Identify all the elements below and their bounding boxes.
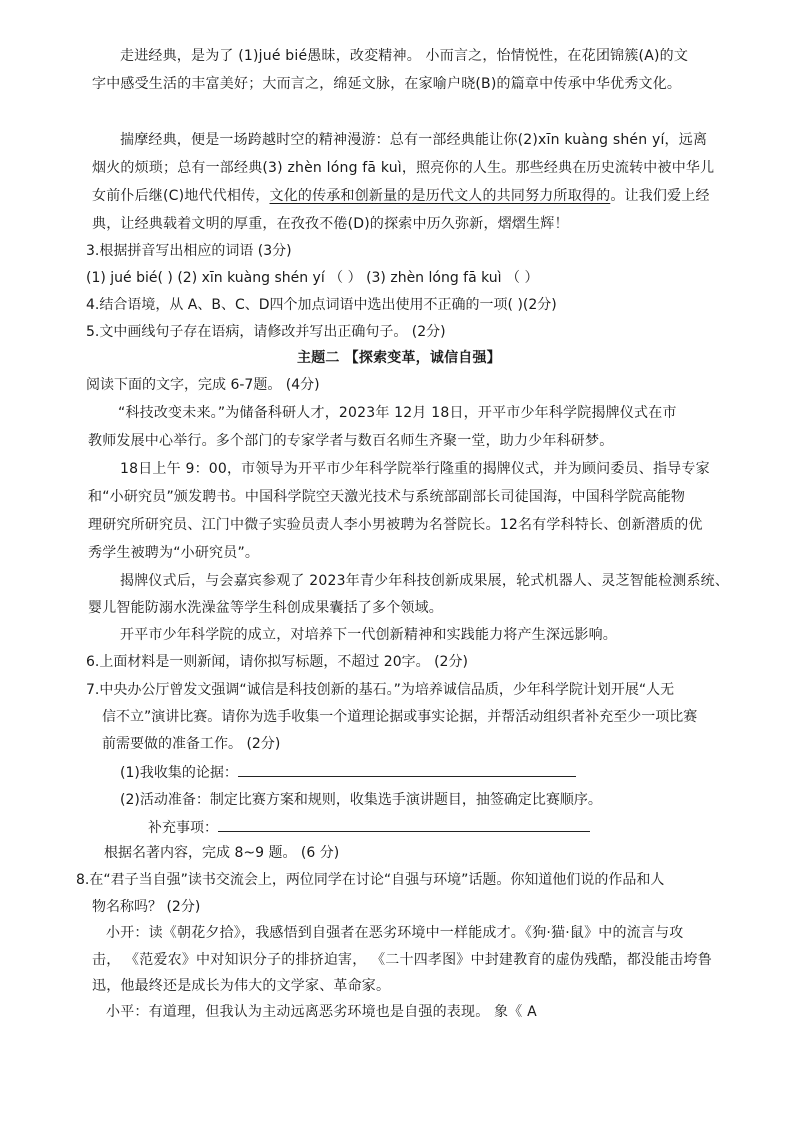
reading-instruction: 阅读下面的文字，完成 6-7题。 (4分) xyxy=(86,377,320,393)
question-7: 信不立”演讲比赛。请你为选手收集一个道理论据或事实论据，并帮活动组织者补充至少一项比赛 xyxy=(102,709,698,725)
news-line: 和“小研究员”颁发聘书。中国科学院空天激光技术与系统部副部长司徒国海，中国科学院高能物 xyxy=(88,489,686,505)
news-line: 教师发展中心举行。多个部门的专家学者与数百名师生齐聚一堂，助力少年科研梦。 xyxy=(88,433,614,449)
news-line: “科技改变未来。”为储备科研人才，2023年 12月 18日，开平市少年科学院揭牌仪式在市 xyxy=(118,405,677,421)
passage-line: 典，让经典载着文明的厚重，在孜孜不倦(D)的探索中历久弥新，熠熠生辉！ xyxy=(92,216,569,232)
passage-line: 字中感受生活的丰富美好；大而言之，绵延文脉，在家喻户晓(B)的篇章中传承中华优秀文化。 xyxy=(92,76,682,92)
question-3: 3.根据拼音写出相应的词语 (3分) xyxy=(86,243,292,259)
passage-text: 女前仆后继(C)地代代相传， xyxy=(92,188,270,204)
dialogue-line: 小开：读《朝花夕拾》，我感悟到自强者在恶劣环境中一样能成才。《狗·猫·鼠》中的流言与攻 xyxy=(106,925,684,941)
underlined-sentence: 文化的传承和创新量的是历代文人的共同努力所取得的 xyxy=(269,188,611,204)
news-line: 18日上午 9：00，市领导为开平市少年科学院举行隆重的揭牌仪式，并为顾问委员、指导专家 xyxy=(120,461,710,477)
answer-blank[interactable] xyxy=(238,762,576,777)
question-7-preparation: (2)活动准备：制定比赛方案和规则，收集选手演讲题目，抽签确定比赛顺序。 xyxy=(120,792,602,808)
question-7-supplement xyxy=(148,817,590,838)
dialogue-line: 小平：有道理，但我认为主动远离恶劣环境也是自强的表现。 象《 A xyxy=(106,1004,537,1020)
section-title: 主题二 【探索变革，诚信自强】 xyxy=(297,350,501,366)
question-3-answers: (1) jué bié( ) (2) xīn kuàng shén yí （ ） (3) zhèn lóng fā kuì （ ） xyxy=(86,270,539,286)
question-7: 7.中央办公厅曾发文强调“诚信是科技创新的基石。”为培养诚信品质，少年科学院计划开展“人无 xyxy=(86,682,675,698)
question-7: 前需要做的准备工作。 (2分) xyxy=(102,736,281,752)
question-8: 物名称吗？ (2分) xyxy=(92,899,201,915)
passage-line: 烟火的烦琐；总有一部经典(3) zhèn lóng fā kuì，照亮你的人生。那些经典在历史流转中被中华儿 xyxy=(92,160,715,176)
question-8: 8.在“君子当自强”读书交流会上，两位同学在讨论“自强与环境”话题。你知道他们说的作品和人 xyxy=(76,872,665,888)
question-5: 5.文中画线句子存在语病，请修改并写出正确句子。 (2分) xyxy=(86,324,446,340)
question-7-evidence xyxy=(120,762,576,783)
dialogue-line: 迅，他最终还是成长为伟大的文学家、革命家。 xyxy=(92,978,391,994)
passage-text: 。让我们爱上经 xyxy=(610,188,710,204)
passage-line: 揣摩经典，便是一场跨越时空的精神漫游：总有一部经典能让你(2)xīn kuàng shén yí，远离 xyxy=(120,132,708,148)
news-line: 秀学生被聘为“小研究员”。 xyxy=(88,545,260,561)
passage-line: 走进经典，是为了 (1)jué bié愚昧，改変精神。 小而言之，怡情悦性，在花团锦簇(A)的文 xyxy=(120,48,689,64)
question-6: 6.上面材料是一则新闻，请你拟写标题，不超过 20字。 (2分) xyxy=(86,654,468,670)
supplement-label: 补充事项： xyxy=(148,820,218,836)
passage-line-with-underline xyxy=(92,186,710,206)
answer-blank[interactable] xyxy=(218,817,590,832)
question-4: 4.结合语境，从 A、B、C、D四个加点词语中选出使用不正确的一项( )(2分) xyxy=(86,297,557,313)
news-line: 揭牌仪式后，与会嘉宾参观了 2023年青少年科技创新成果展，轮式机器人、灵芝智能检测系统、 xyxy=(120,573,730,589)
classics-instruction: 根据名著内容，完成 8~9 题。 (6 分) xyxy=(104,845,340,861)
dialogue-line: 击， 《范爱农》中对知识分子的排挤迫害， 《二十四孝图》中封建教育的虚伪残酷，都没能击垮鲁 xyxy=(92,952,712,968)
news-line: 理研究所研究员、江门中微子实验员责人李小男被聘为名誉院长。12名有学科特长、创新潜质的优 xyxy=(88,517,703,533)
news-line: 婴儿智能防溺水洗澡盆等学生科创成果囊括了多个领域。 xyxy=(88,600,443,616)
evidence-label: (1)我收集的论据： xyxy=(120,765,238,781)
news-line: 开平市少年科学院的成立，对培养下一代创新精神和实践能力将产生深远影响。 xyxy=(120,627,617,643)
